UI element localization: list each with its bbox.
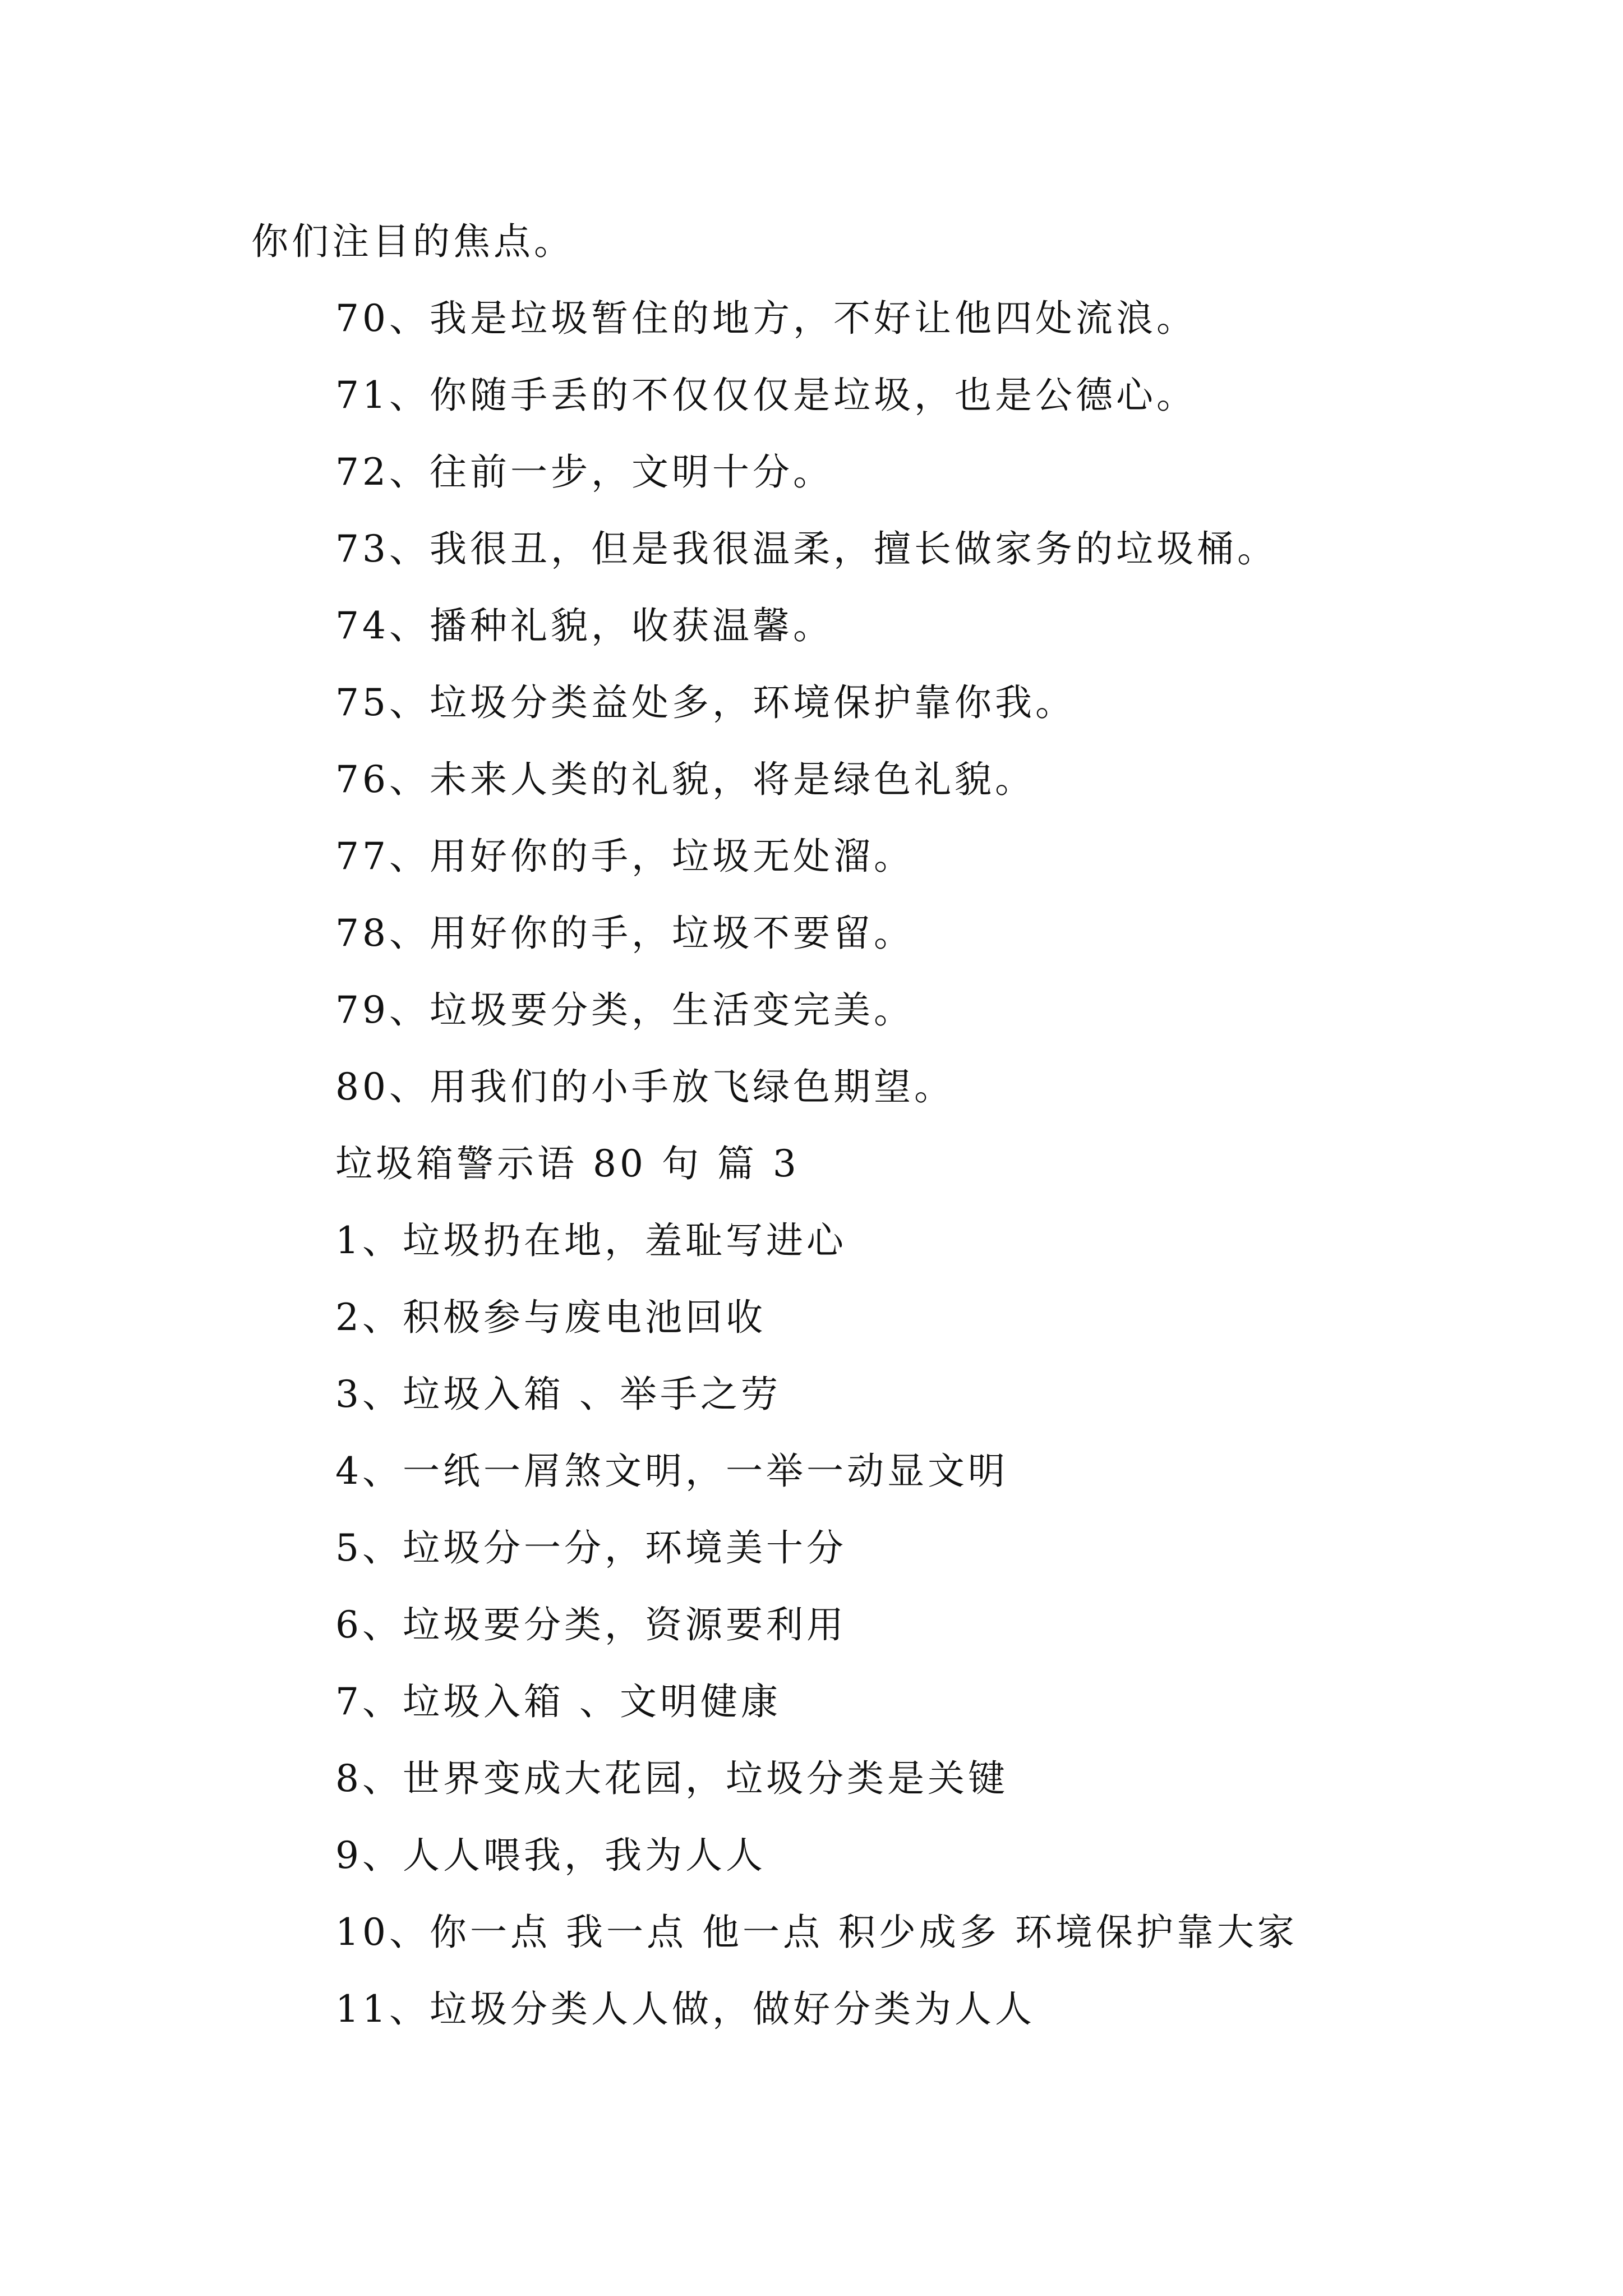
text-line-80: 80、用我们的小手放飞绿色期望。 bbox=[335, 1065, 955, 1108]
text-line-77: 77、用好你的手，垃圾无处溜。 bbox=[335, 835, 914, 878]
text-line-8: 8、世界变成大花园，垃圾分类是关键 bbox=[335, 1757, 1008, 1800]
text-line-6: 6、垃圾要分类，资源要利用 bbox=[335, 1603, 847, 1646]
text-line-76: 76、未来人类的礼貌，将是绿色礼貌。 bbox=[335, 758, 1035, 801]
text-line-continuation: 你们注目的焦点。 bbox=[251, 220, 574, 263]
text-line-4: 4、一纸一屑煞文明，一举一动显文明 bbox=[335, 1450, 1008, 1493]
text-line-5: 5、垃圾分一分，环境美十分 bbox=[335, 1526, 847, 1570]
text-line-72: 72、往前一步，文明十分。 bbox=[335, 450, 833, 494]
text-line-74: 74、播种礼貌，收获温馨。 bbox=[335, 604, 833, 647]
text-line-2: 2、积极参与废电池回收 bbox=[335, 1296, 766, 1339]
text-line-11: 11、垃圾分类人人做，做好分类为人人 bbox=[335, 1987, 1035, 2031]
text-line-9: 9、人人喂我，我为人人 bbox=[335, 1834, 766, 1877]
text-line-75: 75、垃圾分类益处多，环境保护靠你我。 bbox=[335, 681, 1076, 724]
section-heading: 垃圾箱警示语 80 句 篇 3 bbox=[335, 1142, 800, 1185]
text-line-70: 70、我是垃圾暂住的地方，不好让他四处流浪。 bbox=[335, 297, 1197, 340]
text-line-1: 1、垃圾扔在地，羞耻写进心 bbox=[335, 1219, 847, 1262]
text-line-10: 10、你一点 我一点 他一点 积少成多 环境保护靠大家 bbox=[335, 1911, 1298, 1954]
text-line-73: 73、我很丑，但是我很温柔，擅长做家务的垃圾桶。 bbox=[335, 527, 1278, 570]
text-line-78: 78、用好你的手，垃圾不要留。 bbox=[335, 912, 914, 955]
text-line-71: 71、你随手丢的不仅仅仅是垃圾，也是公德心。 bbox=[335, 374, 1197, 417]
text-line-7: 7、垃圾入箱 、文明健康 bbox=[335, 1680, 781, 1723]
text-line-79: 79、垃圾要分类，生活变完美。 bbox=[335, 988, 914, 1032]
text-line-3: 3、垃圾入箱 、举手之劳 bbox=[335, 1373, 781, 1416]
